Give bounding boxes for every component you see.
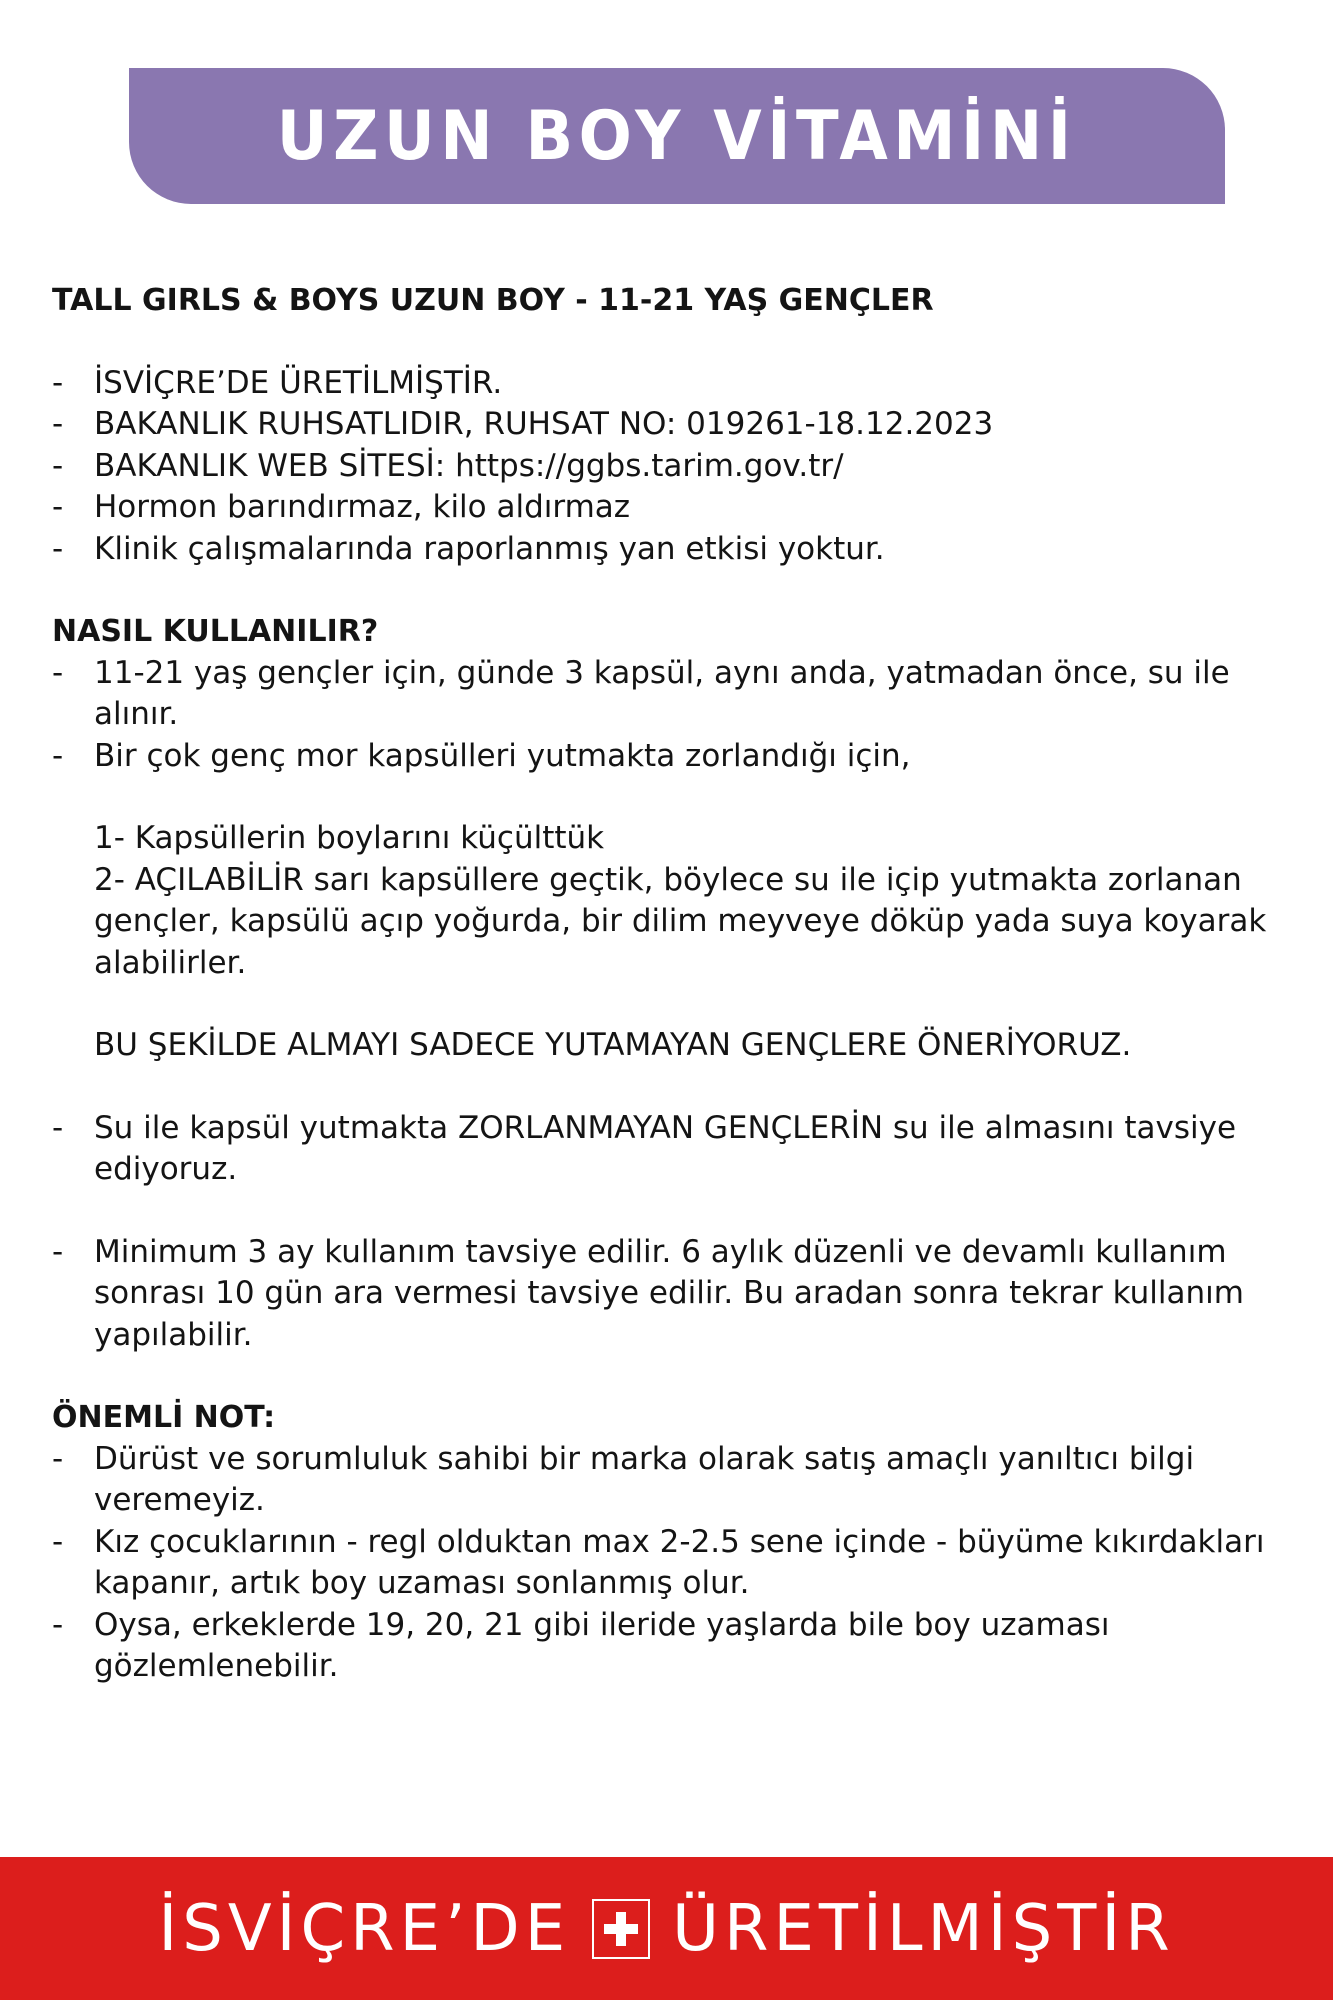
document-body	[52, 280, 1282, 1688]
title-banner	[129, 68, 1225, 204]
important-heading: ÖNEMLİ NOT:	[52, 1400, 276, 1435]
swiss-cross-icon	[592, 1899, 650, 1959]
important-item: - Oysa, erkeklerde 19, 20, 21 gibi ileride yaşlarda bile boy uzaması gözlemlenebilir.	[52, 1605, 1282, 1688]
footer-banner	[0, 1857, 1333, 2000]
bullet-dash: -	[52, 530, 64, 567]
footer-right-text: ÜRETİLMİŞTİR	[672, 1891, 1175, 1966]
bullet-dash: -	[52, 1233, 64, 1270]
bullet-dash: -	[52, 654, 64, 691]
usage-step: 2- AÇILABİLİR sarı kapsüllere geçtik, böylece su ile içip yutmakta zorlanan gençler, kapsülü açıp yoğurda, bir dilim meyveye döküp yada suya koyarak alabilirler.	[94, 861, 1267, 981]
feature-item: - Hormon barındırmaz, kilo aldırmaz	[52, 487, 1282, 529]
usage-item: - Su ile kapsül yutmakta ZORLANMAYAN GENÇLERİN su ile almasını tavsiye ediyoruz.	[52, 1108, 1282, 1191]
feature-item: - İSVİÇRE’DE ÜRETİLMİŞTİR.	[52, 363, 1282, 405]
usage-item: - Bir çok genç mor kapsülleri yutmakta zorlandığı için,	[52, 736, 1282, 778]
feature-item: - Klinik çalışmalarında raporlanmış yan etkisi yoktur.	[52, 529, 1282, 571]
bullet-dash: -	[52, 1606, 64, 1643]
product-heading: TALL GIRLS & BOYS UZUN BOY - 11-21 YAŞ GENÇLER	[52, 283, 934, 318]
bullet-dash: -	[52, 447, 64, 484]
important-item: - Dürüst ve sorumluluk sahibi bir marka olarak satış amaçlı yanıltıcı bilgi veremeyiz.	[52, 1439, 1282, 1522]
feature-item: - BAKANLIK WEB SİTESİ: https://ggbs.tarim.gov.tr/	[52, 446, 1282, 488]
important-item: - Kız çocuklarının - regl olduktan max 2-2.5 sene içinde - büyüme kıkırdakları kapanır, artık boy uzaması sonlanmış olur.	[52, 1522, 1282, 1605]
banner-title: UZUN BOY VİTAMİNİ	[277, 96, 1077, 176]
usage-note: BU ŞEKİLDE ALMAYI SADECE YUTAMAYAN GENÇLERE ÖNERİYORUZ.	[94, 1027, 1132, 1063]
usage-heading: NASIL KULLANILIR?	[52, 614, 379, 649]
bullet-dash: -	[52, 1440, 64, 1477]
bullet-dash: -	[52, 364, 64, 401]
features-list	[52, 363, 1282, 571]
usage-item: - 11-21 yaş gençler için, günde 3 kapsül, aynı anda, yatmadan önce, su ile alınır.	[52, 653, 1282, 736]
usage-step: 1- Kapsüllerin boylarını küçülttük	[94, 820, 605, 856]
bullet-dash: -	[52, 1109, 64, 1146]
feature-item: - BAKANLIK RUHSATLIDIR, RUHSAT NO: 019261-18.12.2023	[52, 404, 1282, 446]
bullet-dash: -	[52, 406, 64, 442]
bullet-dash: -	[52, 489, 64, 525]
usage-item: - Minimum 3 ay kullanım tavsiye edilir. 6 aylık düzenli ve devamlı kullanım sonrası 10 gün ara vermesi tavsiye edilir. Bu aradan sonra tekrar kullanım yapılabilir.	[52, 1232, 1282, 1357]
bullet-dash: -	[52, 737, 64, 774]
bullet-dash: -	[52, 1523, 64, 1560]
footer-left-text: İSVİÇRE’DE	[158, 1891, 571, 1966]
